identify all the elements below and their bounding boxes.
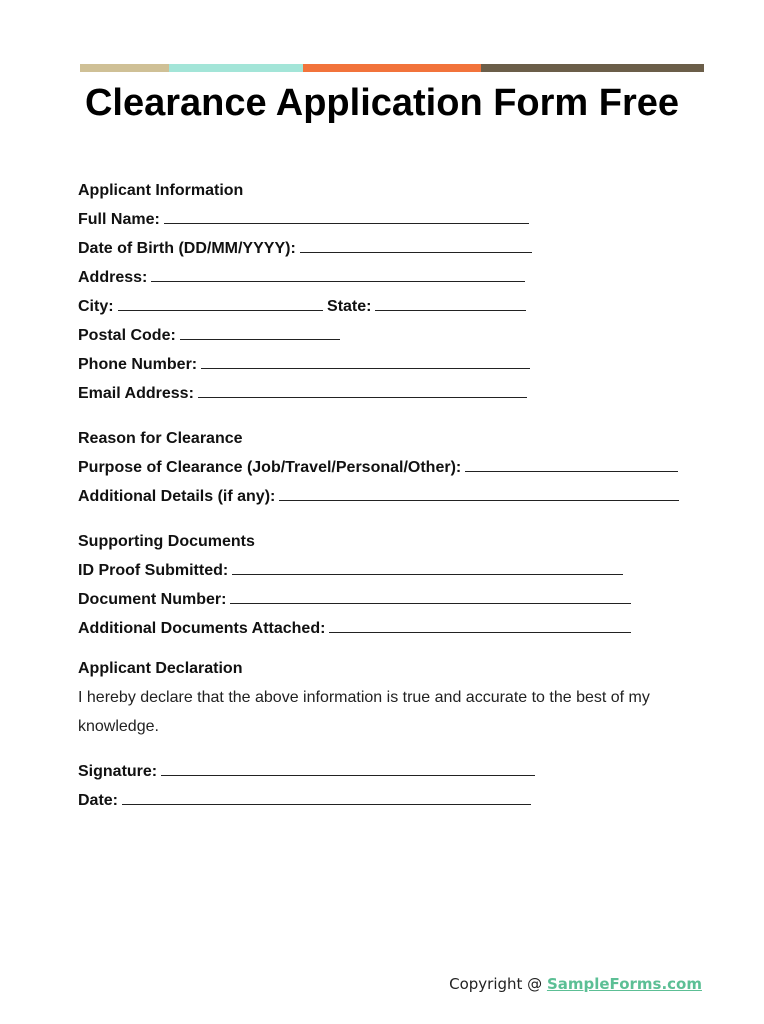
field-label: Document Number: xyxy=(78,591,227,608)
field-label: Additional Documents Attached: xyxy=(78,620,326,637)
field-label: Date of Birth (DD/MM/YYYY): xyxy=(78,240,296,257)
field-document-number xyxy=(78,585,698,614)
field-id-proof xyxy=(78,556,698,585)
section-heading-declaration: Applicant Declaration xyxy=(78,660,243,677)
field-address xyxy=(78,263,698,292)
phone-blank[interactable] xyxy=(201,354,530,369)
id-proof-blank[interactable] xyxy=(232,560,623,575)
address-blank[interactable] xyxy=(151,267,525,282)
purpose-blank[interactable] xyxy=(465,457,678,472)
field-additional-documents xyxy=(78,614,698,643)
page-title: Clearance Application Form Free xyxy=(84,82,680,124)
additional-documents-blank[interactable] xyxy=(329,618,631,633)
field-city-state xyxy=(78,292,698,321)
copyright-text: Copyright @ xyxy=(449,975,547,993)
field-label: Full Name: xyxy=(78,211,160,228)
full-name-blank[interactable] xyxy=(164,209,529,224)
field-date xyxy=(78,786,698,815)
document-number-blank[interactable] xyxy=(230,589,631,604)
field-label: Address: xyxy=(78,269,148,286)
field-signature xyxy=(78,757,698,786)
section-heading-documents: Supporting Documents xyxy=(78,533,255,550)
color-bar xyxy=(80,64,704,72)
form-body xyxy=(78,176,698,815)
field-label: Email Address: xyxy=(78,385,194,402)
additional-details-blank[interactable] xyxy=(279,486,679,501)
field-email xyxy=(78,379,698,408)
field-full-name xyxy=(78,205,698,234)
footer-copyright xyxy=(449,975,702,993)
signature-blank[interactable] xyxy=(161,761,535,776)
section-heading-reason: Reason for Clearance xyxy=(78,430,243,447)
field-additional-details xyxy=(78,482,698,511)
field-label: Date: xyxy=(78,792,119,809)
date-blank[interactable] xyxy=(122,790,531,805)
color-bar-segment-3 xyxy=(303,64,481,72)
field-phone xyxy=(78,350,698,379)
field-purpose xyxy=(78,453,698,482)
color-bar-segment-1 xyxy=(80,64,169,72)
field-postal-code xyxy=(78,321,698,350)
field-label: Additional Details (if any): xyxy=(78,488,276,505)
declaration-text: I hereby declare that the above information is true and accurate to the best of my knowledge. xyxy=(78,689,650,735)
field-label: City: xyxy=(78,298,114,315)
field-label: ID Proof Submitted: xyxy=(78,562,229,579)
color-bar-segment-2 xyxy=(169,64,303,72)
color-bar-segment-4 xyxy=(481,64,704,72)
postal-code-blank[interactable] xyxy=(180,325,340,340)
city-blank[interactable] xyxy=(118,296,323,311)
section-heading-applicant-info: Applicant Information xyxy=(78,182,244,199)
field-label: Phone Number: xyxy=(78,356,198,373)
dob-blank[interactable] xyxy=(300,238,532,253)
field-dob xyxy=(78,234,698,263)
email-blank[interactable] xyxy=(198,383,527,398)
field-label: State: xyxy=(327,298,372,315)
sampleforms-link[interactable]: SampleForms.com xyxy=(546,975,702,993)
field-label: Purpose of Clearance (Job/Travel/Personal/Other): xyxy=(78,459,462,476)
state-blank[interactable] xyxy=(375,296,526,311)
field-label: Postal Code: xyxy=(78,327,176,344)
field-label: Signature: xyxy=(78,763,158,780)
